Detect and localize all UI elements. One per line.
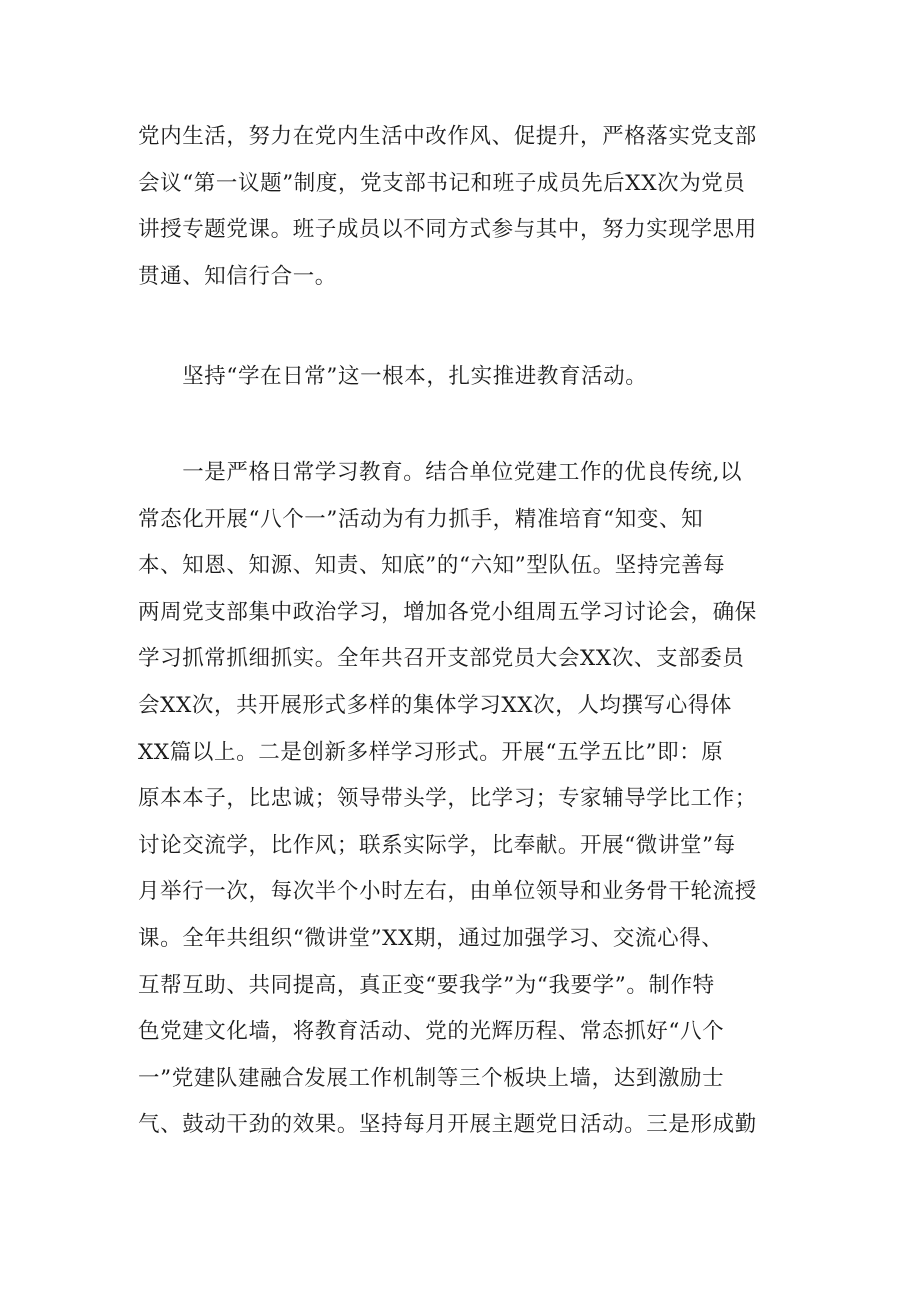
text-line: 会XX次，共开展形式多样的集体学习XX次，人均撰写心得体 <box>138 692 733 718</box>
text-line: 原本本子，比忠诚；领导带头学，比学习；专家辅导学比工作； <box>138 786 757 812</box>
text-line: 气、鼓动干劲的效果。坚持每月开展主题党日活动。三是形成勤 <box>138 1112 757 1138</box>
text-line: 常态化开展“八个一”活动为有力抓手，精准培育“知变、知 <box>138 506 704 532</box>
text-line: 贯通、知信行合一。 <box>138 263 337 289</box>
text-line: 课。全年共组织“微讲堂”XX期，通过加强学习、交流心得、 <box>138 925 724 951</box>
text-line: 一是严格日常学习教育。结合单位党建工作的优良传统,以 <box>138 460 743 485</box>
text-line: 党内生活，努力在党内生活中改作风、促提升，严格落实党支部 <box>138 124 757 149</box>
text-line: 本、知恩、知源、知责、知底”的“六知”型队伍。坚持完善每 <box>138 553 726 579</box>
text-line: XX篇以上。二是创新多样学习形式。开展“五学五比”即：原 <box>138 739 724 765</box>
paragraph-party-life <box>138 114 798 300</box>
text-line: 一”党建队建融合发展工作机制等三个板块上墙，达到激励士 <box>138 1065 725 1091</box>
text-line: 月举行一次，每次半个小时左右，由单位领导和业务骨干轮流授 <box>138 879 757 905</box>
text-line: 坚持“学在日常”这一根本，扎实推进教育活动。 <box>138 364 648 389</box>
text-line: 色党建文化墙，将教育活动、党的光辉历程、常态抓好“八个 <box>138 1019 725 1045</box>
text-line: 讨论交流学，比作风；联系实际学，比奉献。开展“微讲堂”每 <box>138 832 736 858</box>
text-line: 讲授专题党课。班子成员以不同方式参与其中，努力实现学思用 <box>138 217 757 243</box>
text-line: 互帮互助、共同提高，真正变“要我学”为“我要学”。制作特 <box>138 972 715 998</box>
paragraph-learning-education <box>138 450 798 1149</box>
paragraph-heading-daily-learning <box>138 354 798 401</box>
text-line: 会议“第一议题”制度，党支部书记和班子成员先后XX次为党员 <box>138 170 746 196</box>
text-line: 学习抓常抓细抓实。全年共召开支部党员大会XX次、支部委员 <box>138 646 745 672</box>
text-line: 两周党支部集中政治学习，增加各党小组周五学习讨论会，确保 <box>138 599 757 625</box>
